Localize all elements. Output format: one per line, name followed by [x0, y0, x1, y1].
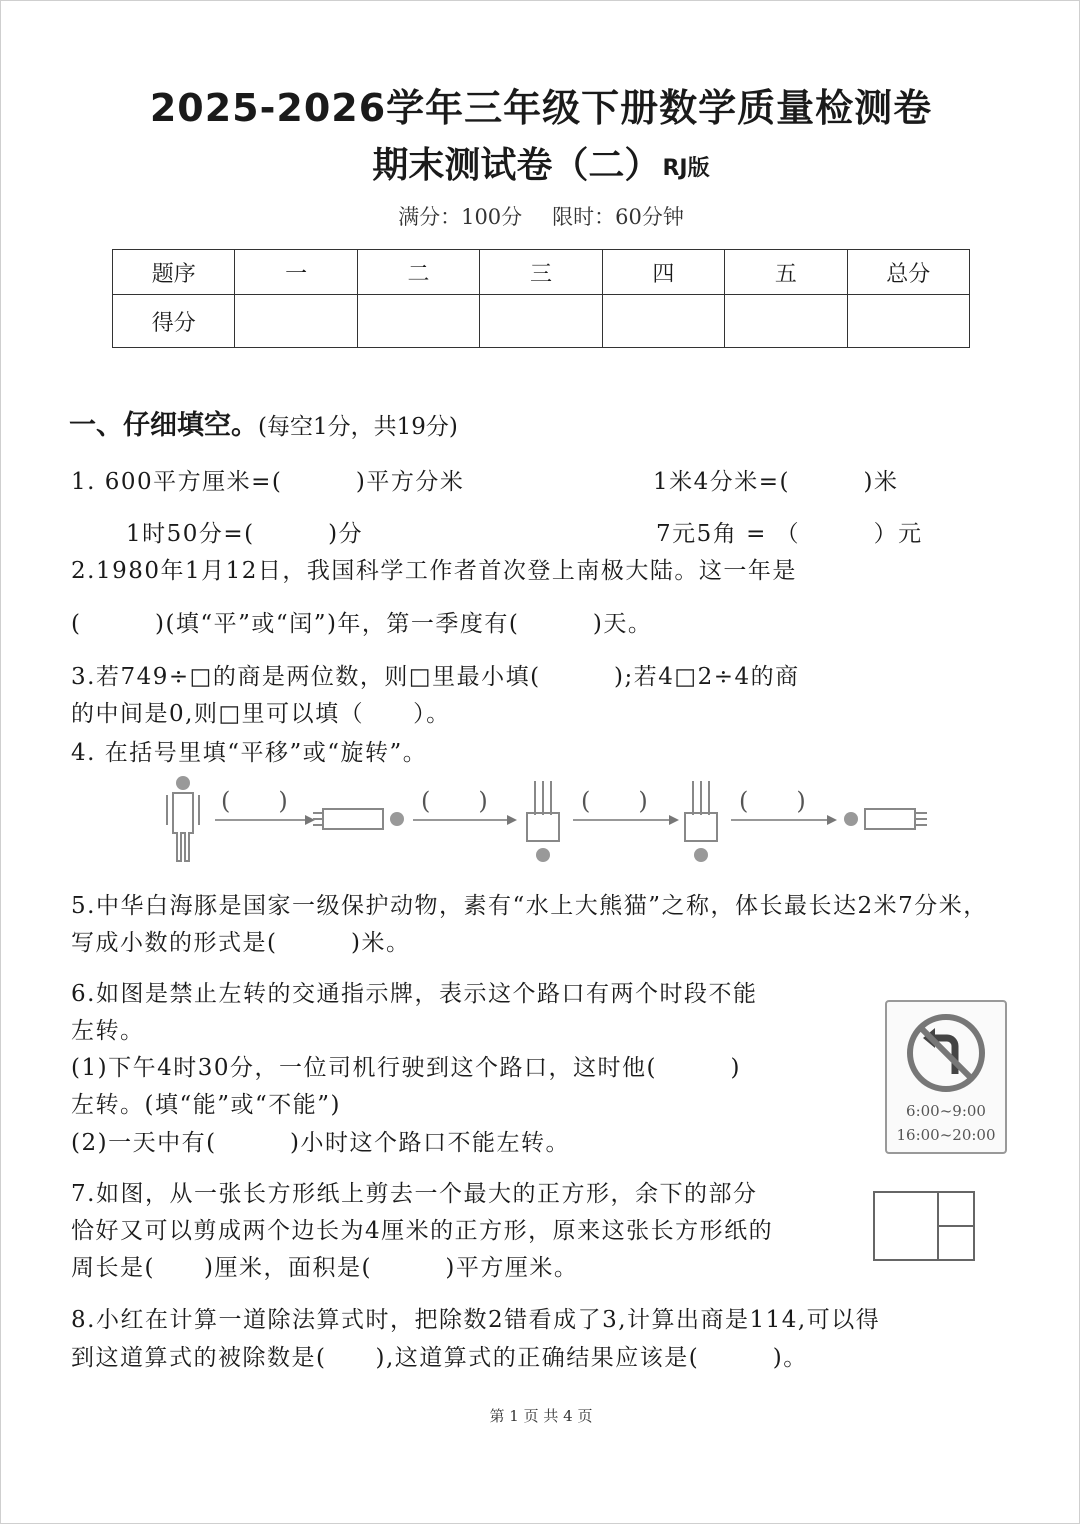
section-heading: 一、仔细填空。(每空1分，共19分) — [69, 410, 458, 441]
q3-line2: 的中间是0,则□里可以填（ ）。 — [71, 701, 451, 727]
q6-sub2: (2)一天中有( )小时这个路口不能左转。 — [71, 1130, 571, 1156]
lying-figure-left-icon — [844, 809, 927, 829]
score-table-cell: 五 — [725, 250, 847, 295]
inverted-figure-icon — [527, 781, 559, 862]
q7-line1: 7.如图，从一张长方形纸上剪去一个最大的正方形，余下的部分 — [71, 1181, 758, 1207]
exam-title: 2025-2026学年三年级下册数学质量检测卷 — [149, 86, 933, 130]
q6-sub1-line2: 左转。(填“能”或“不能”) — [71, 1092, 341, 1118]
no-left-turn-sign — [885, 1000, 1007, 1154]
blank-bracket-3: ( ) — [581, 787, 648, 815]
score-table-row-label: 得分 — [113, 295, 235, 348]
score-table-cell: 三 — [480, 250, 602, 295]
score-table-cell: 二 — [357, 250, 479, 295]
score-table-score-row — [113, 295, 970, 348]
q2-line1: 2.1980年1月12日，我国科学工作者首次登上南极大陆。这一年是 — [71, 558, 797, 584]
sign-time-2: 16:00~20:00 — [896, 1126, 996, 1144]
version-label: RJ版 — [662, 156, 710, 181]
q1-d: 7元5角 = （ ）元 — [656, 521, 923, 547]
q5-line2: 写成小数的形式是( )米。 — [71, 930, 411, 956]
q6-sub1-line1: (1)下午4时30分，一位司机行驶到这个路口，这时他( ) — [71, 1055, 741, 1081]
q6-line1: 6.如图是禁止左转的交通指示牌，表示这个路口有两个时段不能 — [71, 981, 758, 1007]
sign-time-1: 6:00~9:00 — [906, 1102, 986, 1120]
q7-line3: 周长是( )厘米，面积是( )平方厘米。 — [71, 1255, 579, 1281]
score-table-header-row — [113, 250, 970, 295]
q3-line1: 3.若749÷□的商是两位数，则□里最小填( );若4□2÷4的商 — [71, 664, 800, 690]
q4-text: 4. 在括号里填“平移”或“旋转”。 — [71, 740, 428, 766]
q8-line1: 8.小红在计算一道除法算式时，把除数2错看成了3,计算出商是114,可以得 — [71, 1307, 881, 1333]
standing-figure-icon — [167, 776, 199, 861]
score-blank-cell[interactable] — [480, 295, 602, 348]
score-blank-cell[interactable] — [725, 295, 847, 348]
figure-transform-diagram — [151, 773, 941, 869]
q2-line2: ( )(填“平”或“闰”)年，第一季度有( )天。 — [71, 611, 653, 637]
score-table-cell: 一 — [235, 250, 357, 295]
score-blank-cell[interactable] — [235, 295, 357, 348]
page-footer: 第 1 页 共 4 页 — [489, 1407, 593, 1425]
score-table-cell: 总分 — [847, 250, 969, 295]
q6-line2: 左转。 — [71, 1018, 145, 1044]
score-table-cell: 四 — [602, 250, 724, 295]
lying-figure-right-icon — [313, 809, 404, 829]
inverted-figure-icon — [685, 781, 717, 862]
score-table-cell: 题序 — [113, 250, 235, 295]
q8-line2: 到这道算式的被除数是( ),这道算式的正确结果应该是( )。 — [71, 1345, 808, 1371]
no-left-turn-icon — [905, 1012, 987, 1094]
blank-bracket-4: ( ) — [739, 787, 806, 815]
score-blank-cell[interactable] — [847, 295, 969, 348]
full-score: 满分：100分 — [398, 205, 523, 229]
q7-line2: 恰好又可以剪成两个边长为4厘米的正方形，原来这张长方形纸的 — [71, 1218, 774, 1244]
rectangle-paper-figure — [873, 1191, 975, 1261]
q1-c: 1时50分=( )分 — [126, 521, 364, 547]
q1-b: 1米4分米=( )米 — [653, 469, 899, 495]
score-blank-cell[interactable] — [602, 295, 724, 348]
time-limit: 限时：60分钟 — [552, 205, 684, 229]
exam-subtitle: 期末测试卷（二）RJ版 — [372, 145, 710, 186]
score-table — [112, 249, 970, 348]
exam-meta — [1, 201, 1080, 231]
blank-bracket-1: ( ) — [221, 787, 288, 815]
q5-line1: 5.中华白海豚是国家一级保护动物，素有“水上大熊猫”之称，体长最长达2米7分米， — [71, 893, 988, 919]
score-blank-cell[interactable] — [357, 295, 479, 348]
blank-bracket-2: ( ) — [421, 787, 488, 815]
q1-a: 1. 600平方厘米=( )平方分米 — [71, 469, 465, 495]
